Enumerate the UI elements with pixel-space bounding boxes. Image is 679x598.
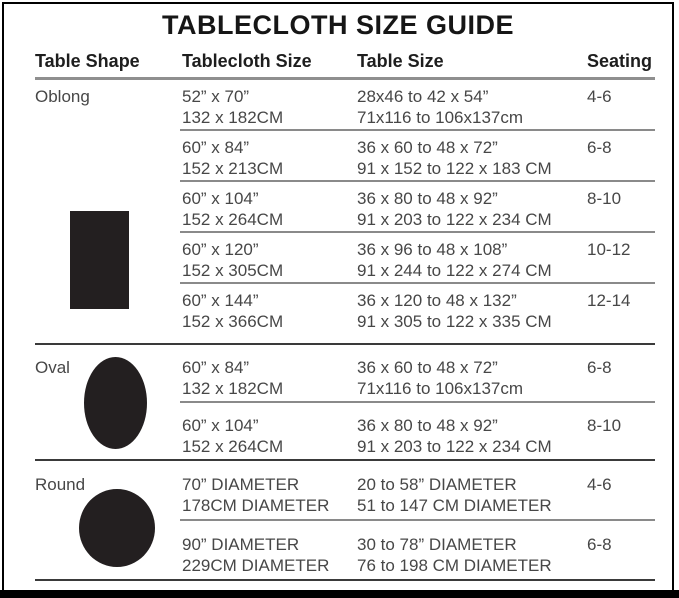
- section-oval: [4, 345, 672, 459]
- table-size-value: 20 to 58” DIAMETER: [357, 475, 517, 494]
- tablecloth-size-value: 70” DIAMETER: [182, 475, 300, 494]
- section-divider: [35, 579, 655, 581]
- table-size-metric: 76 to 198 CM DIAMETER: [357, 556, 552, 575]
- table-size-value: 30 to 78” DIAMETER: [357, 535, 517, 554]
- table-size-value: 36 x 120 to 48 x 132”: [357, 291, 517, 310]
- tablecloth-size-metric: 152 x 264CM: [182, 210, 284, 229]
- tablecloth-size-metric: 152 x 305CM: [182, 261, 284, 280]
- seating-value: 6-8: [587, 358, 612, 377]
- seating-value: 8-10: [587, 189, 622, 208]
- column-header-tablecloth-size: Tablecloth Size: [182, 51, 312, 71]
- tablecloth-size-metric: 132 x 182CM: [182, 108, 284, 127]
- tablecloth-size-value: 60” x 120”: [182, 240, 259, 259]
- seating-value: 4-6: [587, 87, 612, 106]
- table-size-value: 36 x 60 to 48 x 72”: [357, 358, 498, 377]
- tablecloth-size-metric: 132 x 182CM: [182, 379, 284, 398]
- table-size-metric: 51 to 147 CM DIAMETER: [357, 496, 552, 515]
- table-size-metric: 71x116 to 106x137cm: [357, 379, 524, 398]
- tablecloth-size-value: 60” x 144”: [182, 291, 259, 310]
- page-title: TABLECLOTH SIZE GUIDE: [162, 10, 514, 40]
- seating-value: 8-10: [587, 416, 622, 435]
- column-header-seating: Seating: [587, 51, 653, 71]
- table-size-value: 36 x 96 to 48 x 108”: [357, 240, 508, 259]
- tablecloth-size-value: 60” x 84”: [182, 138, 250, 157]
- tablecloth-size-metric: 178CM DIAMETER: [182, 496, 330, 515]
- tablecloth-size-value: 60” x 84”: [182, 358, 250, 377]
- seating-value: 12-14: [587, 291, 631, 310]
- table-size-metric: 91 x 203 to 122 x 234 CM: [357, 437, 552, 456]
- table-size-metric: 71x116 to 106x137cm: [357, 108, 524, 127]
- tablecloth-size-value: 60” x 104”: [182, 189, 259, 208]
- table-size-value: 36 x 80 to 48 x 92”: [357, 416, 498, 435]
- circle-icon: [79, 489, 155, 567]
- seating-value: 6-8: [587, 535, 612, 554]
- oval-icon: [84, 357, 147, 449]
- tablecloth-size-metric: 152 x 366CM: [182, 312, 284, 331]
- table-size-metric: 91 x 244 to 122 x 274 CM: [357, 261, 552, 280]
- table-row: [4, 80, 672, 129]
- shape-label-oval: Oval: [35, 358, 70, 377]
- column-header-table-shape: Table Shape: [35, 51, 140, 71]
- section-round: [4, 461, 672, 579]
- tablecloth-size-value: 60” x 104”: [182, 416, 259, 435]
- table-size-metric: 91 x 203 to 122 x 234 CM: [357, 210, 552, 229]
- seating-value: 6-8: [587, 138, 612, 157]
- table-size-value: 36 x 60 to 48 x 72”: [357, 138, 498, 157]
- column-header-table-size: Table Size: [357, 51, 444, 71]
- tablecloth-size-value: 52” x 70”: [182, 87, 250, 106]
- size-guide-frame: [2, 2, 674, 590]
- bottom-bar: [0, 590, 679, 598]
- tablecloth-size-metric: 152 x 213CM: [182, 159, 284, 178]
- table-size-metric: 91 x 152 to 122 x 183 CM: [357, 159, 552, 178]
- table-size-metric: 91 x 305 to 122 x 335 CM: [357, 312, 552, 331]
- tablecloth-size-value: 90” DIAMETER: [182, 535, 300, 554]
- shape-label-round: Round: [35, 475, 86, 494]
- table-row: [4, 131, 672, 180]
- tablecloth-size-metric: 152 x 264CM: [182, 437, 284, 456]
- seating-value: 10-12: [587, 240, 631, 259]
- tablecloth-size-metric: 229CM DIAMETER: [182, 556, 330, 575]
- rectangle-icon: [70, 211, 129, 309]
- section-oblong: [4, 80, 672, 343]
- table-size-value: 28x46 to 42 x 54”: [357, 87, 489, 106]
- seating-value: 4-6: [587, 475, 612, 494]
- shape-label-oblong: Oblong: [35, 87, 90, 106]
- table-header-row: [4, 50, 672, 77]
- table-size-value: 36 x 80 to 48 x 92”: [357, 189, 498, 208]
